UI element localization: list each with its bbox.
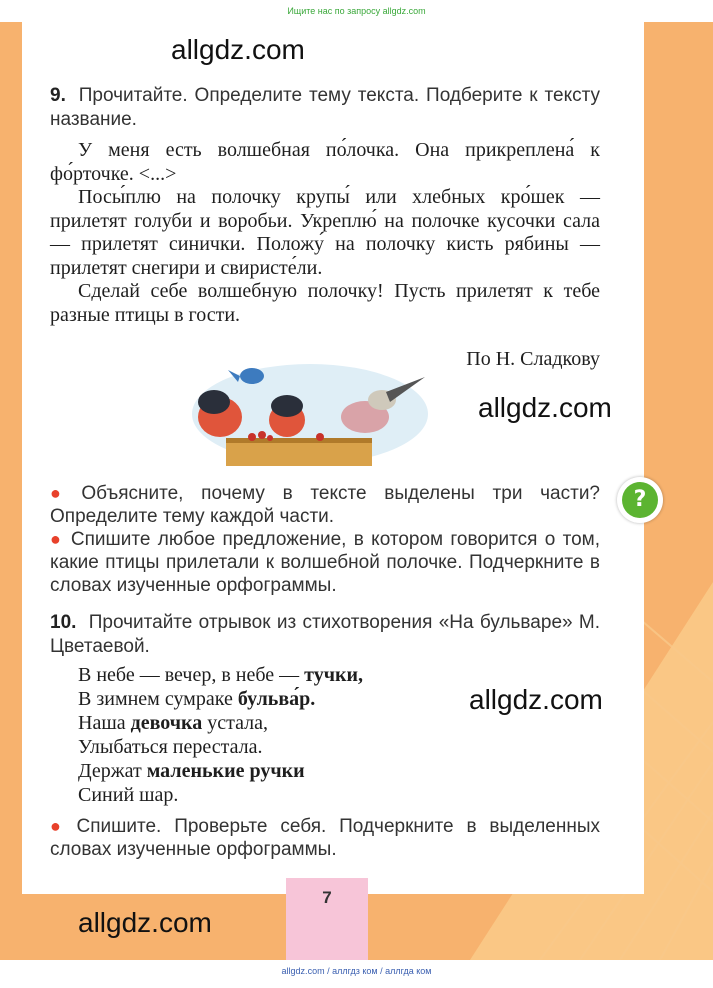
poem-line: Улыбаться перестала. bbox=[78, 736, 263, 758]
paragraph: Сделай себе волшебную полочку! Пусть прилетят к тебе разные птицы в гости. bbox=[50, 280, 600, 326]
paragraph: У меня есть волшебная по́лочка. Она прикреплена́ к фо́рточке. <...> bbox=[50, 139, 600, 185]
watermark: allgdz.com bbox=[478, 392, 612, 423]
poem-line: В небе — вечер, в небе — тучки, bbox=[78, 664, 364, 686]
paragraph: Посы́плю на полочку крупы́ или хлебных кро́шек — прилетят голуби и воробьи. Укреплю́ на полочке кусочки сала — прилетят синички. Положу́ на полочку кисть рябины — прилетят снегири и свиристе́ли. bbox=[50, 186, 600, 279]
task-10-instruction bbox=[50, 611, 600, 659]
task-9-text bbox=[50, 139, 600, 327]
question-mark-icon: ? bbox=[622, 482, 658, 518]
help-badge[interactable] bbox=[617, 477, 663, 523]
task-number: 9. bbox=[50, 85, 66, 106]
instruction-text: Прочитайте. Определите тему текста. Подберите к тексту название. bbox=[50, 85, 601, 130]
watermark: allgdz.com bbox=[469, 684, 603, 715]
task-9-questions bbox=[50, 482, 600, 597]
poem-line: Синий шар. bbox=[78, 784, 179, 806]
bottom-banner[interactable]: allgdz.com / аллгдз ком / аллгда ком bbox=[281, 966, 432, 976]
watermark: allgdz.com bbox=[78, 907, 212, 938]
page-number: 7 bbox=[322, 888, 332, 907]
top-banner[interactable]: Ищите нас по запросу allgdz.com bbox=[287, 6, 426, 16]
poem bbox=[78, 663, 478, 807]
watermark: allgdz.com bbox=[171, 34, 305, 65]
instruction-text: Прочитайте отрывок из стихотворения «На бульваре» М. Цветаевой. bbox=[50, 612, 601, 657]
poem-line: Наша девочка устала, bbox=[78, 712, 269, 734]
task-9-instruction bbox=[50, 84, 600, 132]
poem-line: В зимнем сумраке бульва́р. bbox=[78, 688, 316, 710]
bullet-item: ● Спишите любое предложение, в котором говорится о том, какие птицы прилетали к волшебной полочке. Подчеркните в словах изученные орфограммы. bbox=[50, 529, 601, 596]
bullet-dot-icon: ● bbox=[50, 483, 74, 503]
bullet-item: ● Объясните, почему в тексте выделены три части? Определите тему каждой части. bbox=[50, 483, 601, 527]
bullet-dot-icon: ● bbox=[50, 816, 69, 836]
task-10-question bbox=[50, 815, 600, 861]
task-number: 10. bbox=[50, 612, 77, 633]
author-attribution: По Н. Сладкову bbox=[466, 348, 600, 370]
bullet-dot-icon: ● bbox=[50, 529, 63, 549]
bullet-item: ● Спишите. Проверьте себя. Подчеркните в выделенных словах изученные орфограммы. bbox=[50, 816, 601, 860]
poem-line: Держат маленькие ручки bbox=[78, 760, 305, 782]
birds-on-feeder-illustration bbox=[190, 362, 430, 470]
